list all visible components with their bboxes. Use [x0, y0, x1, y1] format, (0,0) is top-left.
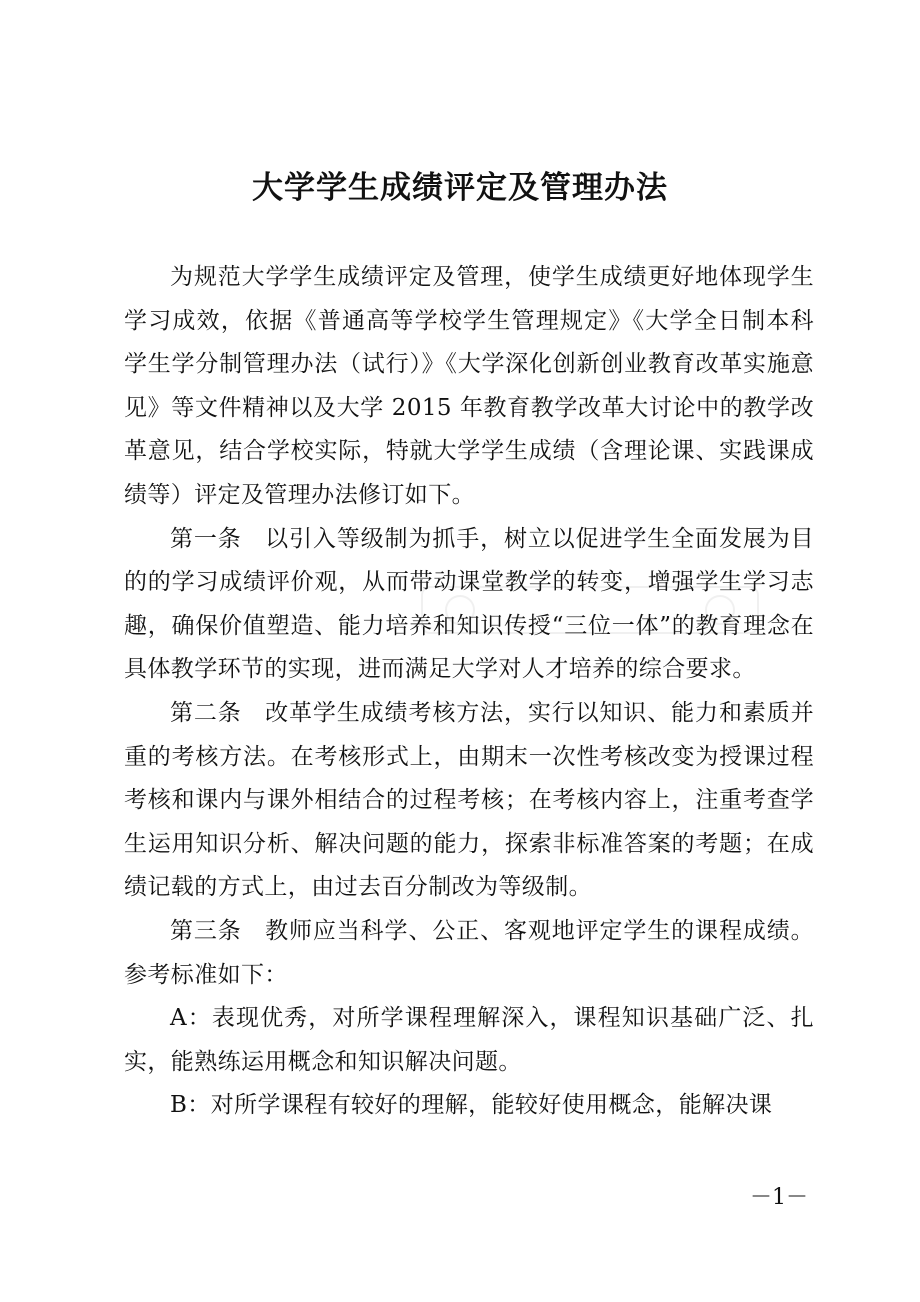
paragraph-text: A：表现优秀，对所学课程理解深入，课程知识基础广泛、扎实，能熟练运用概念和知识解决问题。 [124, 1005, 814, 1075]
paragraph-text: 以引入等级制为抓手，树立以促进学生全面发展为目的的学习成绩评价观，从而带动课堂教学的转变，增强学生学习志趣，确保价值塑造、能力培养和知识传授“三位一体”的教育理念在具体教学环节的实现，进而满足大学对人才培养的综合要求。 [124, 525, 814, 683]
paragraph-text: 为规范大学学生成绩评定及管理，使学生成绩更好地体现学生学习成效，依据《普通高等学校学生管理规定》《大学全日制本科学生学分制管理办法（试行）》《大学深化创新创业教育改革实施意见》等文件精神以及大学 2015 年教育教学改革大讨论中的教学改革意见，结合学校实际，特就大学学生成绩（含理论课、实践课成绩等）评定及管理办法修订如下。 [124, 264, 814, 508]
paragraph-text: 改革学生成绩考核方法，实行以知识、能力和素质并重的考核方法。在考核形式上，由期末一次性考核改变为授课过程考核和课内与课外相结合的过程考核；在考核内容上，注重考查学生运用知识分析、解决问题的能力，探索非标准答案的考题；在成绩记载的方式上，由过去百分制改为等级制。 [124, 699, 814, 901]
paragraph-article-2 [124, 692, 814, 910]
article-number: 第二条 [170, 699, 242, 726]
article-number: 第三条 [170, 917, 242, 944]
document-body [124, 256, 814, 1128]
page-number: －1－ [750, 1185, 808, 1210]
paragraph-article-1 [124, 518, 814, 692]
paragraph-intro [124, 256, 814, 518]
article-number: 第一条 [170, 525, 242, 552]
paragraph-text: B：对所学课程有较好的理解，能较好使用概念，能解决课 [170, 1092, 773, 1119]
document-title: 大学学生成绩评定及管理办法 [252, 170, 668, 206]
paragraph-article-3 [124, 910, 814, 997]
paragraph-grade-a [124, 997, 814, 1084]
paragraph-text: 教师应当科学、公正、客观地评定学生的课程成绩。参考标准如下： [124, 917, 814, 988]
paragraph-grade-b [124, 1084, 814, 1128]
